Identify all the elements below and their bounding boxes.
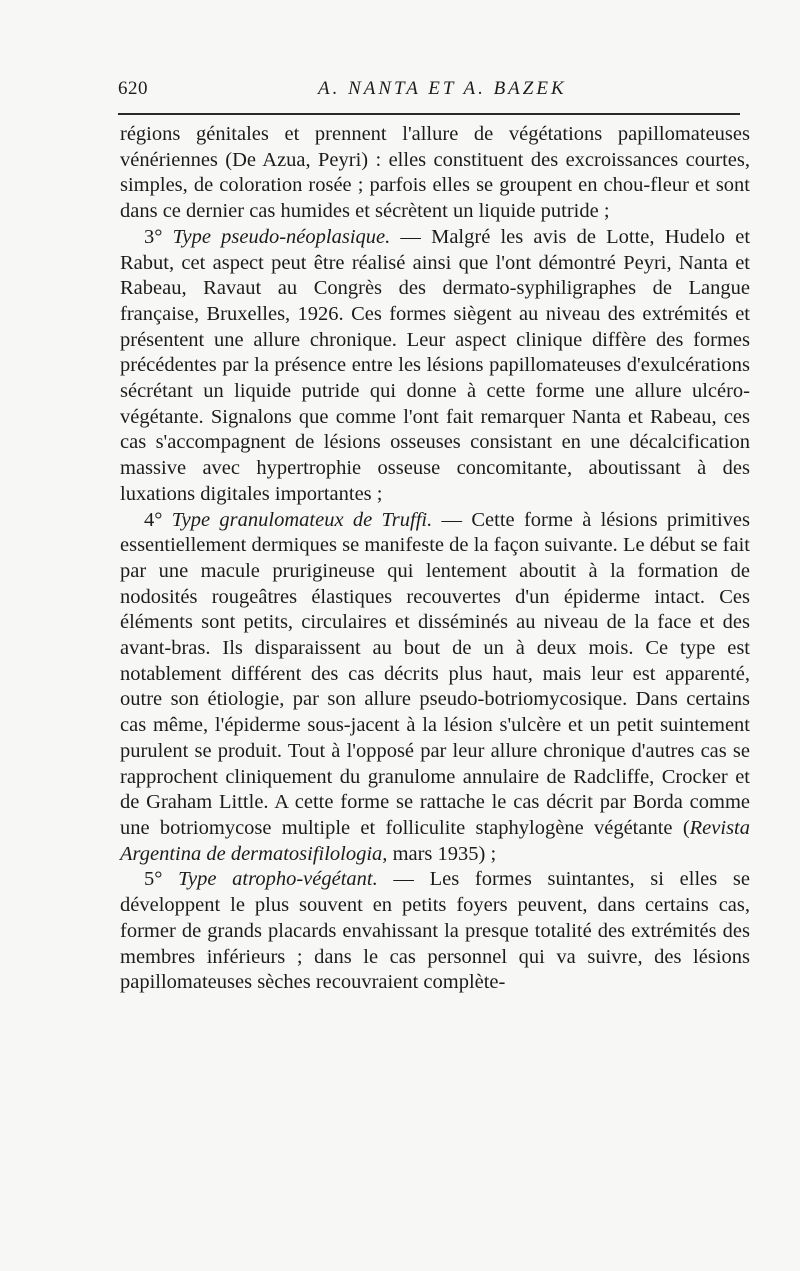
paragraph-type-3 bbox=[120, 225, 750, 508]
paragraph-1 bbox=[120, 122, 750, 225]
paragraph-type-4 bbox=[120, 508, 750, 868]
body-text bbox=[120, 122, 750, 996]
section-number: 3° bbox=[144, 225, 163, 248]
paragraph-text: — Les formes suintantes, si elles se développent le plus souvent en petits foyers peuvent, dans certains cas, former de grands placards envahissant la presque totalité des extrémités des membres inférieurs ; dans le cas personnel qui va suivre, des lésions papillomateuses sèches recouvraient complète- bbox=[120, 868, 750, 994]
paragraph-text: — Cette forme à lésions primitives essentiellement dermiques se manifeste de la façon suivante. Le début se fait par une macule prurigineuse qui lentement aboutit à la formation de nodosités rougeâtres élastiques recouvertes d'un épiderme intact. Ces éléments sont petits, circulaires et disséminés au niveau de la face et des avant-bras. Ils disparaissent au bout de un à deux mois. Ce type est notablement différent des cas décrits plus haut, mais leur est apparenté, outre son étiologie, par son allure pseudo-botriomycosique. Dans certains cas même, l'épiderme sous-jacent à la lésion s'ulcère et un petit suintement purulent se produit. Tout à l'opposé par leur allure chronique d'autres cas se rapprochent cliniquement du granulome annulaire de Radcliffe, Crocker et de Graham Little. A cette forme se rattache le cas décrit par Borda comme une botriomycose multiple et folliculite staphylogène végétante ( bbox=[120, 508, 751, 839]
page-number: 620 bbox=[118, 78, 148, 99]
paragraph-type-5 bbox=[120, 867, 750, 996]
paragraph-text: — Malgré les avis de Lotte, Hudelo et Rabut, cet aspect peut être réalisé ainsi que l'ont démontré Peyri, Nanta et Rabeau, Ravaut au Congrès des dermato-syphiligraphes de Langue française, Bruxelles, 1926. Ces formes siègent au niveau des extrémités et présentent une allure chronique. Leur aspect clinique diffère des formes précédentes par la présence entre les lésions papillomateuses d'exulcérations sécrétant un liquide putride qui donne à cette forme une allure ulcéro-végétante. Signalons que comme l'ont fait remarquer Nanta et Rabeau, ces cas s'accompagnent de lésions osseuses consistant en une décalcification massive avec hypertrophie osseuse concomitante, aboutissant à des luxations digitales importantes ; bbox=[120, 225, 751, 505]
section-number: 4° bbox=[144, 508, 163, 531]
section-title: Type atropho-végétant. bbox=[178, 868, 378, 891]
page-header bbox=[118, 78, 750, 108]
journal-citation: Revista Argentina de dermatosifilologia, bbox=[120, 816, 750, 865]
header-rule bbox=[118, 113, 740, 115]
paragraph-text: régions génitales et prennent l'allure de végétations papillomateuses vénériennes (De Azua, Peyri) : elles constituent des excroissances courtes, simples, de coloration rosée ; parfois elles se groupent en chou-fleur et sont dans ce dernier cas humides et sécrètent un liquide putride ; bbox=[120, 123, 750, 223]
section-title: Type pseudo-néoplasique. bbox=[172, 225, 391, 248]
section-title: Type granulomateux de Truffi. bbox=[171, 508, 433, 531]
running-head: A. NANTA ET A. BAZEK bbox=[318, 78, 567, 99]
paragraph-text-end: mars 1935) ; bbox=[387, 842, 497, 865]
section-number: 5° bbox=[144, 868, 163, 891]
